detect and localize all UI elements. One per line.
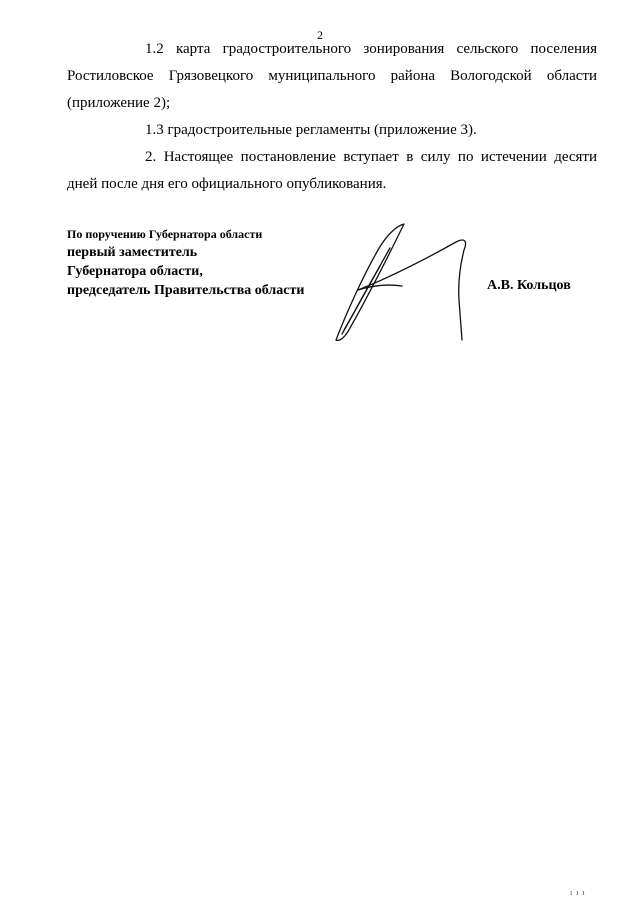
paragraph-text: карта градостроительного зонирования сельского поселения Ростиловское Грязовецкого муниципального района Вологодской области (приложение 2); — [67, 41, 597, 111]
paragraph-text: градостроительные регламенты (приложение 3). — [167, 122, 477, 138]
paragraph-number: 1.3 — [145, 122, 164, 138]
paragraph-number: 2. — [145, 149, 157, 165]
signer-name: А.В. Кольцов — [487, 278, 571, 293]
paragraph-1-2 — [67, 36, 597, 117]
handwritten-signature — [328, 222, 478, 344]
paragraph-text: Настоящее постановление вступает в силу по истечении десяти дней после дня его официального опубликования. — [67, 149, 597, 192]
footer-mark: ı ı ı — [570, 888, 586, 897]
position-line-1: первый заместитель — [67, 245, 198, 260]
paragraph-2 — [67, 144, 597, 198]
paragraph-number: 1.2 — [145, 41, 164, 57]
paragraph-1-3 — [67, 117, 597, 144]
on-behalf-line: По поручению Губернатора области — [67, 227, 263, 241]
position-line-3: председатель Правительства области — [67, 283, 305, 298]
signature-block — [67, 226, 304, 300]
position-line-2: Губернатора области, — [67, 264, 203, 279]
document-body — [67, 36, 597, 198]
page-number: 2 — [317, 28, 323, 42]
